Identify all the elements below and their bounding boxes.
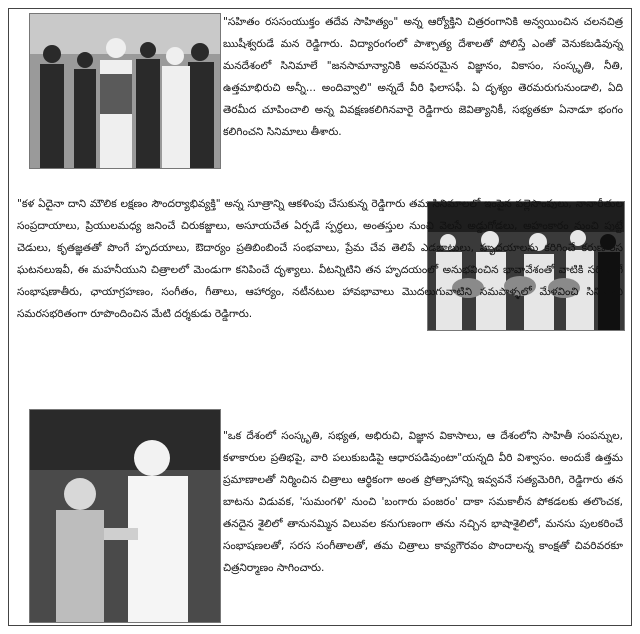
group-photo bbox=[29, 13, 221, 169]
document-page bbox=[8, 8, 632, 626]
group-photo-icon bbox=[30, 14, 220, 168]
handshake-photo-icon bbox=[30, 410, 220, 622]
section-3-text: "ఒక దేశంలో సంస్కృతి, సభ్యత, అభిరుచి, విజ్ఞాన వికాసాలు, ఆ దేశంలోని సాహితీ సంపన్నుల, కళాకారుల ప్రతిభపై, వారి పలుకుబడిపై ఆధారపడివుంటా"యన్నది వీరి విశ్వాసం. అందుకే ఉత్తమ ప్రమాణాలతో నిర్మించిన చిత్రాలు ఆర్థికంగా అంత ప్రోత్సాహాన్ని ఇవ్వవనే సత్యమెరిగి, రెడ్డిగారు తన బాటను విడువక, 'సుమంగళి' నుంచి 'బంగారు పంజరం' దాకా సమకాలీన పోకడలకు తలొంచక, తనదైన శైలిలో తానునమ్మిన విలువల కనుగుణంగా తను నచ్చిన భాషాశైలిలో, మనసు పులకరించే సంభాషణలతో, సరస సంగీతాలతో, తమ చిత్రాలు కావ్యగౌరవం పొందాలన్న కాంక్షతో చివరివరకూ చిత్రనిర్మాణం సాగించారు. bbox=[223, 430, 623, 574]
handshake-photo bbox=[29, 409, 221, 623]
section-1-text: "సహితం రససంయుక్తం తదేవ సాహిత్యం" అన్న ఆర్యోక్తిని చిత్రరంగానికి అన్వయించిన చలనచిత్ర ఋషీశ్వరుడే మన రెడ్డిగారు. విద్యారంగంలో పాశ్చాత్య దేశాలతో పోలిస్తే ఎంతో వెనుకబడివున్న మనదేశంలో సినిమాలే "జనసామాన్యానికి అవసరమైన విజ్ఞానం, వికాసం, సంస్కృతి, నీతి, ఉత్తమాభిరుచి అన్నీ... అందివ్వాలి" అన్నదే వీరి ఫిలాసఫీ. ఏ దృశ్యం తెరమరుగునుండాలి, ఏది తెరమీద చూపించాలి అన్న వివక్షణకలిగినవారై రెడ్డిగారు జెవిత్యానికీ, సభ్యతకూ ఏనాడూ భంగం కలిగించని సినిమాలు తీశారు. bbox=[223, 16, 623, 138]
section-2-text: "కళ ఏదైనా దాని మౌలిక లక్షణం సౌందర్యాభివ్యక్తి" అన్న సూత్రాన్ని ఆకళింపు చేసుకున్న రెడ్డిగారు తమ సినిమాలలో ఇంపైన పల్లెసొంపులు, నానారీతుల సంప్రదాయాలు, ప్రియులమధ్య జనించే చిరుకజ్జాలు, అసూయచేత ఏర్పడే స్పర్ధలు, అంతస్తుల నుంచి వెలసే అడ్డుగోడలు, అహంకారం నుంచి పుట్టే చెడులు, కృతజ్ఞతతో పొంగే హృదయాలు, ఔదార్యం ప్రతిబింబించే సంభవాలు, ప్రేమ చేవ తెలిపే ఎడబాటులు, హృదయాలను కరిగించే కరుణారస ఘటనలుఇవీ, ఈ మహనీయుని చిత్రాలలో మెండుగా కనిపించే దృశ్యాలు. వీటన్నిటిని తన హృదయంలో అనుభవించిన భావావేశంతో వాటికి సరితూగే సంభాషణాతీరు, ఛాయాగ్రహణం, సంగీతం, గీతాలు, ఆహార్యం, నటీనటుల హావభావాలు మొదలుగువాటిని సమపాళ్ళలో మేళవించి సినిమాని సమరసభరితంగా రూపొందించిన మేటి దర్శకుడు రెడ్డిగారు. bbox=[17, 198, 623, 320]
